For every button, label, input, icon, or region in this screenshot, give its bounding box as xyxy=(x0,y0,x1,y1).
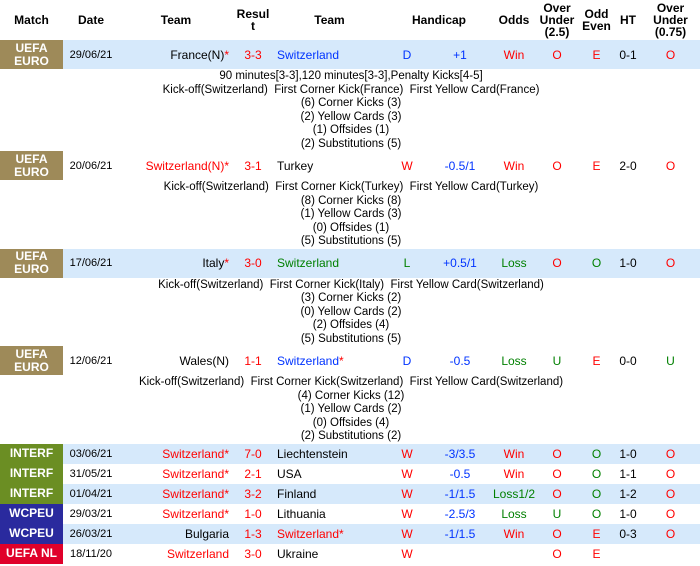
detail-line: (0) Offsides (4) xyxy=(312,416,390,429)
detail-line: (6) Corner Kicks (3) xyxy=(300,97,402,109)
odds-result-text: Loss xyxy=(501,353,527,368)
result-wl-text: D xyxy=(402,353,412,368)
match-result-text: 3-1 xyxy=(244,158,262,173)
home-team-name[interactable]: France(N) xyxy=(170,47,225,62)
odd-even-value-text: O xyxy=(591,506,602,521)
header-over-under: Over Under (2.5) xyxy=(536,0,578,40)
competition-badge[interactable]: UEFA EURO xyxy=(0,249,63,278)
over-under-075-value-text: O xyxy=(665,256,676,270)
odds-result xyxy=(492,40,536,69)
match-date-text: 03/06/21 xyxy=(69,447,113,460)
detail-line: (1) Offsides (1) xyxy=(312,124,390,136)
away-team[interactable] xyxy=(273,524,386,544)
odd-even-value-text: O xyxy=(591,446,602,461)
away-team[interactable] xyxy=(273,249,386,278)
halftime-score-text: 1-0 xyxy=(619,506,637,521)
over-under-075-value-text: O xyxy=(665,158,676,173)
odd-even-value xyxy=(578,444,615,464)
handicap-value xyxy=(428,524,492,544)
result-wl-text: W xyxy=(401,506,413,521)
detail-line: (2) Substitutions (2) xyxy=(300,430,402,442)
match-detail xyxy=(0,180,700,249)
odd-even-value xyxy=(578,346,615,375)
match-result-text: 3-2 xyxy=(244,486,262,501)
match-date xyxy=(63,524,119,544)
over-under-075-value-text: O xyxy=(665,466,676,481)
away-star-mark: * xyxy=(339,353,344,368)
match-date-text: 20/06/21 xyxy=(69,159,113,172)
away-team-name[interactable]: Turkey xyxy=(277,158,314,173)
over-under-value-text: O xyxy=(552,546,562,561)
handicap-value xyxy=(428,544,492,564)
result-wl xyxy=(386,444,428,464)
home-team-name[interactable]: Switzerland(N) xyxy=(145,158,225,173)
home-star-mark: * xyxy=(224,466,229,481)
result-wl-text: L xyxy=(403,256,411,270)
competition-badge[interactable]: UEFA EURO xyxy=(0,151,63,180)
competition-badge[interactable]: WCPEU xyxy=(0,524,63,544)
result-wl xyxy=(386,464,428,484)
halftime-score-text: 0-3 xyxy=(619,526,637,541)
odd-even-value-text: O xyxy=(591,486,602,501)
home-star-mark: * xyxy=(224,506,229,521)
handicap-value-text: +1 xyxy=(453,47,467,62)
away-team[interactable] xyxy=(273,444,386,464)
odd-even-value xyxy=(578,464,615,484)
header-ht: HT xyxy=(615,0,641,40)
over-under-075-value xyxy=(641,249,700,278)
home-team-name[interactable]: Switzerland xyxy=(166,546,229,561)
odds-result xyxy=(492,346,536,375)
table-row[interactable] xyxy=(0,524,700,544)
handicap-value xyxy=(428,151,492,180)
over-under-value-text: O xyxy=(552,446,562,461)
odds-result-text: Loss1/2 xyxy=(493,486,536,501)
match-result xyxy=(233,464,273,484)
over-under-075-value-text: O xyxy=(665,446,676,461)
home-team-name[interactable]: Wales(N) xyxy=(179,353,229,368)
halftime-score-text: 1-0 xyxy=(619,256,637,270)
over-under-value-text: O xyxy=(552,158,562,173)
away-team[interactable] xyxy=(273,504,386,524)
match-detail xyxy=(0,69,700,151)
match-result-text: 1-0 xyxy=(244,506,262,521)
home-team[interactable] xyxy=(119,346,233,375)
handicap-value xyxy=(428,249,492,278)
header-odd-even: Odd Even xyxy=(578,0,615,40)
detail-line: Kick-off(Switzerland) First Corner Kick(Italy) First Yellow Card(Switzerland) xyxy=(158,278,544,291)
table-row[interactable] xyxy=(0,504,700,524)
home-star-mark: * xyxy=(224,158,229,173)
match-date-text: 29/06/21 xyxy=(69,48,113,61)
match-detail-row xyxy=(0,278,700,347)
match-result xyxy=(233,524,273,544)
home-team[interactable] xyxy=(119,444,233,464)
odd-even-value-text: E xyxy=(592,47,601,62)
odds-result xyxy=(492,504,536,524)
result-wl-text: W xyxy=(401,446,413,461)
result-wl xyxy=(386,249,428,278)
odd-even-value-text: E xyxy=(592,526,601,541)
match-result xyxy=(233,40,273,69)
away-team-name[interactable]: Lithuania xyxy=(277,506,326,521)
away-team-name[interactable]: Finland xyxy=(277,486,317,501)
halftime-score xyxy=(615,346,641,375)
odds-result xyxy=(492,484,536,504)
odd-even-value xyxy=(578,40,615,69)
result-wl xyxy=(386,544,428,564)
halftime-score xyxy=(615,151,641,180)
match-date xyxy=(63,249,119,278)
match-result xyxy=(233,346,273,375)
odds-result xyxy=(492,151,536,180)
match-result xyxy=(233,484,273,504)
result-wl-text: D xyxy=(402,47,412,62)
match-date-text: 17/06/21 xyxy=(69,257,113,269)
table-row[interactable] xyxy=(0,151,700,180)
handicap-value xyxy=(428,444,492,464)
match-date xyxy=(63,346,119,375)
detail-line: (5) Substitutions (5) xyxy=(300,332,402,345)
over-under-value xyxy=(536,484,578,504)
away-team-name[interactable]: Switzerland xyxy=(277,256,340,270)
detail-line: (3) Corner Kicks (2) xyxy=(300,292,402,304)
over-under-075-value xyxy=(641,151,700,180)
over-under-075-value xyxy=(641,444,700,464)
odd-even-value-text: O xyxy=(591,466,602,481)
header-match: Match xyxy=(0,0,63,40)
match-date xyxy=(63,504,119,524)
over-under-value-text: U xyxy=(552,353,562,368)
home-team[interactable] xyxy=(119,504,233,524)
home-team[interactable] xyxy=(119,464,233,484)
match-date xyxy=(63,484,119,504)
competition-badge[interactable]: INTERF xyxy=(0,484,63,504)
match-date-text: 31/05/21 xyxy=(69,467,113,480)
competition-badge[interactable]: WCPEU xyxy=(0,504,63,524)
table-row[interactable] xyxy=(0,40,700,69)
odd-even-value xyxy=(578,484,615,504)
match-result-text: 7-0 xyxy=(244,446,262,461)
match-detail xyxy=(0,278,700,347)
odd-even-value xyxy=(578,544,615,564)
odds-result-text: Win xyxy=(503,466,525,481)
header-team-home: Team xyxy=(119,0,233,40)
over-under-value-text: U xyxy=(552,506,562,521)
table-row[interactable] xyxy=(0,464,700,484)
match-result-text: 3-3 xyxy=(244,47,262,62)
over-under-value-text: O xyxy=(552,486,562,501)
match-date-text: 26/03/21 xyxy=(69,527,113,540)
odds-result-text: Win xyxy=(503,47,525,62)
match-result-text: 3-0 xyxy=(244,256,262,270)
halftime-score-text: 1-2 xyxy=(619,486,637,501)
odds-result xyxy=(492,444,536,464)
table-row[interactable] xyxy=(0,484,700,504)
away-team-name[interactable]: Liechtenstein xyxy=(277,446,348,461)
result-wl xyxy=(386,40,428,69)
match-date-text: 12/06/21 xyxy=(69,354,113,367)
result-wl-text: W xyxy=(401,526,413,541)
result-wl xyxy=(386,504,428,524)
match-date xyxy=(63,444,119,464)
handicap-value-text: -1/1.5 xyxy=(444,526,476,541)
match-date-text: 29/03/21 xyxy=(69,507,113,520)
home-team[interactable] xyxy=(119,524,233,544)
away-team-name[interactable]: USA xyxy=(277,466,302,481)
halftime-score-text: 2-0 xyxy=(619,158,637,173)
away-team[interactable] xyxy=(273,484,386,504)
detail-line: (2) Offsides (4) xyxy=(312,319,390,331)
home-team[interactable] xyxy=(119,151,233,180)
odds-result xyxy=(492,464,536,484)
halftime-score-text: 1-1 xyxy=(619,466,637,481)
halftime-score xyxy=(615,40,641,69)
match-detail-row xyxy=(0,375,700,444)
match-result-text: 3-0 xyxy=(244,546,262,561)
match-result xyxy=(233,544,273,564)
handicap-value xyxy=(428,504,492,524)
home-team[interactable] xyxy=(119,484,233,504)
over-under-075-value xyxy=(641,504,700,524)
home-team-name[interactable]: Italy xyxy=(202,256,225,270)
odd-even-value xyxy=(578,504,615,524)
over-under-value xyxy=(536,346,578,375)
away-team-name[interactable]: Switzerland xyxy=(277,47,340,62)
handicap-value xyxy=(428,346,492,375)
odds-result-text: Win xyxy=(503,526,525,541)
result-wl-text: W xyxy=(401,158,413,173)
home-star-mark: * xyxy=(224,256,229,270)
header-row xyxy=(0,0,700,40)
header-result: Resul t xyxy=(233,0,273,40)
over-under-value-text: O xyxy=(552,256,562,270)
match-date-text: 01/04/21 xyxy=(69,487,113,500)
odds-result-text: Loss xyxy=(501,256,527,270)
handicap-value-text: -3/3.5 xyxy=(444,446,476,461)
result-wl xyxy=(386,524,428,544)
detail-line: (4) Corner Kicks (12) xyxy=(297,389,405,402)
competition-badge[interactable]: UEFA EURO xyxy=(0,346,63,375)
over-under-value-text: O xyxy=(552,526,562,541)
header-odds: Odds xyxy=(492,0,536,40)
odds-result-text: Win xyxy=(503,158,525,173)
detail-line: (5) Substitutions (5) xyxy=(300,235,402,247)
table-row[interactable] xyxy=(0,544,700,564)
detail-line: Kick-off(Switzerland) First Corner Kick(France) First Yellow Card(France) xyxy=(162,83,540,96)
over-under-value xyxy=(536,504,578,524)
handicap-value xyxy=(428,484,492,504)
over-under-075-value xyxy=(641,484,700,504)
over-under-075-value xyxy=(641,346,700,375)
handicap-value-text: -2.5/3 xyxy=(444,506,476,521)
home-star-mark: * xyxy=(224,486,229,501)
halftime-score-text: 1-0 xyxy=(619,446,637,461)
table-row[interactable] xyxy=(0,346,700,375)
halftime-score-text: 0-0 xyxy=(619,353,637,368)
header-handicap: Handicap xyxy=(386,0,492,40)
over-under-value xyxy=(536,444,578,464)
table-row[interactable] xyxy=(0,249,700,278)
match-result xyxy=(233,151,273,180)
odds-result-text: Loss xyxy=(501,506,527,521)
odd-even-value-text: E xyxy=(592,546,601,561)
away-team[interactable] xyxy=(273,544,386,564)
over-under-075-value-text: O xyxy=(665,47,676,62)
handicap-value-text: +0.5/1 xyxy=(443,256,477,270)
match-result-text: 1-1 xyxy=(244,353,262,368)
away-team-name[interactable]: Ukraine xyxy=(277,546,319,561)
competition-badge[interactable]: INTERF xyxy=(0,444,63,464)
away-team[interactable] xyxy=(273,346,386,375)
odds-result xyxy=(492,249,536,278)
over-under-075-value xyxy=(641,40,700,69)
match-detail-row xyxy=(0,69,700,151)
over-under-075-value xyxy=(641,464,700,484)
home-team-name[interactable]: Switzerland xyxy=(162,446,225,461)
handicap-value-text: -0.5 xyxy=(449,466,471,481)
over-under-value xyxy=(536,464,578,484)
home-team-name[interactable]: Switzerland xyxy=(162,506,225,521)
detail-line: 90 minutes[3-3],120 minutes[3-3],Penalty Kicks[4-5] xyxy=(219,70,483,82)
match-date xyxy=(63,151,119,180)
odd-even-value xyxy=(578,249,615,278)
odd-even-value-text: E xyxy=(592,353,601,368)
over-under-value xyxy=(536,151,578,180)
match-detail-row xyxy=(0,180,700,249)
match-date xyxy=(63,464,119,484)
detail-line: (8) Corner Kicks (8) xyxy=(300,194,402,207)
detail-line: Kick-off(Switzerland) First Corner Kick(Turkey) First Yellow Card(Turkey) xyxy=(163,181,539,193)
detail-line: (2) Substitutions (5) xyxy=(300,137,402,150)
match-result-text: 1-3 xyxy=(244,526,262,541)
over-under-075-value-text: O xyxy=(665,526,676,541)
competition-badge[interactable]: UEFA NL xyxy=(0,544,63,564)
detail-line: (0) Yellow Cards (2) xyxy=(300,305,402,318)
home-star-mark: * xyxy=(224,47,229,62)
header-team-away: Team xyxy=(273,0,386,40)
header-date: Date xyxy=(63,0,119,40)
result-wl-text: W xyxy=(401,466,413,481)
halftime-score xyxy=(615,524,641,544)
odd-even-value-text: O xyxy=(591,256,602,270)
over-under-value xyxy=(536,40,578,69)
detail-line: (0) Offsides (1) xyxy=(312,221,390,234)
header-over-under-075: Over Under (0.75) xyxy=(641,0,700,40)
match-result xyxy=(233,444,273,464)
competition-badge[interactable]: INTERF xyxy=(0,464,63,484)
odd-even-value xyxy=(578,524,615,544)
home-team-name[interactable]: Switzerland xyxy=(162,486,225,501)
match-result xyxy=(233,504,273,524)
detail-line: (2) Yellow Cards (3) xyxy=(300,110,402,123)
odds-result xyxy=(492,524,536,544)
handicap-value-text: -1/1.5 xyxy=(444,486,476,501)
result-wl xyxy=(386,484,428,504)
result-wl-text: W xyxy=(401,546,413,561)
halftime-score xyxy=(615,464,641,484)
home-team[interactable] xyxy=(119,544,233,564)
home-team[interactable] xyxy=(119,249,233,278)
match-date-text: 18/11/20 xyxy=(69,547,112,560)
halftime-score xyxy=(615,484,641,504)
over-under-value xyxy=(536,524,578,544)
over-under-value-text: O xyxy=(552,466,562,481)
away-star-mark: * xyxy=(339,526,344,541)
match-result-text: 2-1 xyxy=(244,466,262,481)
odds-result-text: Win xyxy=(503,446,525,461)
halftime-score-text: 0-1 xyxy=(619,47,637,62)
away-team[interactable] xyxy=(273,151,386,180)
odds-result xyxy=(492,544,536,564)
away-team[interactable] xyxy=(273,40,386,69)
away-team-name[interactable]: Switzerland xyxy=(277,526,340,541)
match-date xyxy=(63,544,119,564)
halftime-score xyxy=(615,544,641,564)
over-under-075-value-text: O xyxy=(665,506,676,521)
over-under-value xyxy=(536,249,578,278)
halftime-score xyxy=(615,249,641,278)
over-under-value xyxy=(536,544,578,564)
home-team-name[interactable]: Switzerland xyxy=(162,466,225,481)
result-wl xyxy=(386,151,428,180)
match-date xyxy=(63,40,119,69)
result-wl-text: W xyxy=(401,486,413,501)
detail-line: (1) Yellow Cards (3) xyxy=(300,208,402,220)
over-under-075-value-text: U xyxy=(666,353,675,368)
over-under-075-value xyxy=(641,544,700,564)
home-team-name[interactable]: Bulgaria xyxy=(184,526,229,541)
away-team-name[interactable]: Switzerland xyxy=(277,353,340,368)
match-list xyxy=(0,40,700,564)
handicap-value-text: -0.5/1 xyxy=(444,158,476,173)
detail-line: Kick-off(Switzerland) First Corner Kick(Switzerland) First Yellow Card(Switzerland) xyxy=(138,376,564,388)
odd-even-value xyxy=(578,151,615,180)
detail-line: (1) Yellow Cards (2) xyxy=(300,403,402,415)
over-under-075-value-text: O xyxy=(665,486,676,501)
handicap-value-text: -0.5 xyxy=(449,353,471,368)
home-team[interactable] xyxy=(119,40,233,69)
match-detail xyxy=(0,375,700,444)
handicap-value xyxy=(428,40,492,69)
match-result xyxy=(233,249,273,278)
table-row[interactable] xyxy=(0,444,700,464)
halftime-score xyxy=(615,504,641,524)
over-under-value-text: O xyxy=(552,47,562,62)
halftime-score xyxy=(615,444,641,464)
odd-even-value-text: E xyxy=(592,158,601,173)
result-wl xyxy=(386,346,428,375)
over-under-075-value xyxy=(641,524,700,544)
handicap-value xyxy=(428,464,492,484)
competition-badge[interactable]: UEFA EURO xyxy=(0,40,63,69)
away-team[interactable] xyxy=(273,464,386,484)
home-star-mark: * xyxy=(224,446,229,461)
